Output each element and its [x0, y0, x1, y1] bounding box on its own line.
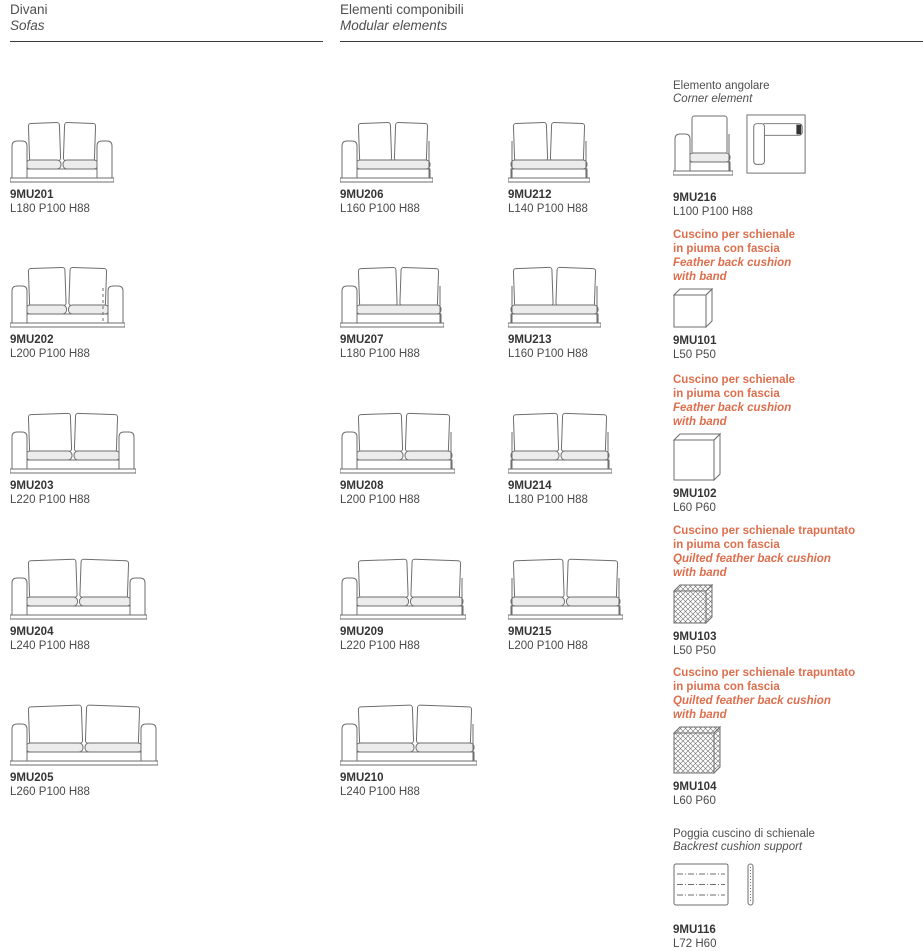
product-code: 9MU206 — [340, 189, 384, 201]
product-dimensions: L220 P100 H88 — [10, 494, 90, 506]
catalog-item-cushion — [673, 524, 921, 658]
corner-front-drawing — [673, 114, 733, 181]
sofa-drawing — [340, 406, 455, 474]
product-dimensions: L220 P100 H88 — [340, 640, 420, 652]
cushion-drawing — [673, 433, 921, 481]
catalog-item — [508, 260, 601, 361]
catalog-item — [508, 115, 590, 216]
product-dimensions: L50 P50 — [673, 645, 716, 657]
cushion-title-line1: Cuscino per schienale — [673, 229, 796, 241]
product-dimensions: L60 P60 — [673, 795, 716, 807]
product-code: 9MU103 — [673, 631, 717, 643]
product-code: 9MU202 — [10, 334, 54, 346]
catalog-item-cushion — [673, 373, 921, 515]
sofa-drawing — [10, 260, 125, 328]
accessory-title — [673, 80, 921, 106]
accessory-title — [673, 373, 921, 429]
sofa-drawing — [10, 698, 158, 766]
catalog-item — [340, 698, 477, 799]
product-code: 9MU205 — [10, 772, 54, 784]
product-code: 9MU116 — [673, 924, 716, 936]
cushion-title-line1: Cuscino per schienale trapuntato — [673, 525, 856, 537]
sofa-drawing — [340, 698, 477, 766]
section-title-italian: Divani — [10, 2, 48, 17]
product-code: 9MU215 — [508, 626, 552, 638]
cushion-title-line3: Feather back cushion — [673, 257, 792, 269]
cushion-title-line3: Quilted feather back cushion — [673, 695, 831, 707]
cushion-drawing — [673, 584, 921, 624]
product-dimensions: L100 P100 H88 — [673, 206, 753, 218]
accessory-title — [673, 828, 921, 854]
corner-top-view-drawing — [745, 114, 809, 181]
cushion-title-line4: with band — [673, 271, 727, 283]
product-dimensions: L140 P100 H88 — [508, 203, 588, 215]
corner-drawings — [673, 114, 921, 181]
cushion-title-line2: in piuma con fascia — [673, 681, 780, 693]
cushion-title-line2: in piuma con fascia — [673, 243, 780, 255]
product-code: 9MU213 — [508, 334, 552, 346]
catalog-item-cushion — [673, 666, 921, 808]
catalog-item — [10, 406, 136, 507]
sofa-drawing — [508, 406, 612, 474]
sofa-drawing — [10, 406, 136, 474]
product-dimensions: L50 P50 — [673, 349, 716, 361]
sofa-drawing — [508, 115, 590, 183]
accessory-title-english: Backrest cushion support — [673, 841, 803, 853]
product-code: 9MU101 — [673, 335, 717, 347]
cushion-title-line4: with band — [673, 416, 727, 428]
accessory-title-italian: Poggia cuscino di schienale — [673, 828, 815, 840]
product-code: 9MU214 — [508, 480, 552, 492]
catalog-item — [508, 552, 623, 653]
product-dimensions: L200 P100 H88 — [10, 348, 90, 360]
accessory-title — [673, 228, 921, 284]
cushion-title-line4: with band — [673, 709, 727, 721]
accessory-title — [673, 666, 921, 722]
sofa-drawing — [340, 115, 433, 183]
section-title-english: Sofas — [10, 18, 45, 33]
catalog-item-corner — [673, 80, 921, 219]
catalog-item — [340, 260, 444, 361]
product-code: 9MU201 — [10, 189, 54, 201]
product-code: 9MU104 — [673, 781, 717, 793]
product-dimensions: L72 H60 — [673, 938, 717, 950]
product-dimensions: L180 P100 H88 — [340, 348, 420, 360]
product-code: 9MU212 — [508, 189, 552, 201]
accessory-title — [673, 524, 921, 580]
cushion-title-line2: in piuma con fascia — [673, 539, 780, 551]
sofa-drawing — [508, 260, 601, 328]
product-code: 9MU209 — [340, 626, 384, 638]
section-header-sofas — [10, 2, 323, 42]
catalog-item — [10, 698, 158, 799]
catalog-item — [10, 115, 114, 216]
cushion-title-line1: Cuscino per schienale trapuntato — [673, 667, 856, 679]
product-dimensions: L160 P100 H88 — [508, 348, 588, 360]
catalog-item — [10, 260, 125, 361]
catalog-item — [340, 406, 455, 507]
cushion-title-line3: Quilted feather back cushion — [673, 553, 831, 565]
catalog-item-cushion — [673, 228, 921, 362]
sofa-drawing — [10, 552, 147, 620]
product-dimensions: L260 P100 H88 — [10, 786, 90, 798]
section-title-italian: Elementi componibili — [340, 2, 464, 17]
catalog-item — [508, 406, 612, 507]
product-dimensions: L180 P100 H88 — [10, 203, 90, 215]
sofa-drawing — [508, 552, 623, 620]
product-code: 9MU208 — [340, 480, 384, 492]
product-dimensions: L160 P100 H88 — [340, 203, 420, 215]
product-code: 9MU204 — [10, 626, 54, 638]
sofa-drawing — [340, 260, 444, 328]
cushion-title-line2: in piuma con fascia — [673, 388, 780, 400]
support-side-drawing — [745, 862, 757, 913]
product-dimensions: L240 P100 H88 — [340, 786, 420, 798]
cushion-title-line1: Cuscino per schienale — [673, 374, 796, 386]
catalog-item — [10, 552, 147, 653]
cushion-drawing — [673, 726, 921, 774]
catalog-item — [340, 552, 466, 653]
product-dimensions: L240 P100 H88 — [10, 640, 90, 652]
product-code: 9MU203 — [10, 480, 54, 492]
product-dimensions: L60 P60 — [673, 502, 716, 514]
product-code: 9MU102 — [673, 488, 717, 500]
support-front-drawing — [673, 862, 733, 913]
accessory-title-italian: Elemento angolare — [673, 80, 770, 92]
section-header-modular — [340, 2, 923, 42]
cushion-title-line4: with band — [673, 567, 727, 579]
product-code: 9MU216 — [673, 192, 717, 204]
support-drawings — [673, 862, 921, 913]
product-dimensions: L180 P100 H88 — [508, 494, 588, 506]
product-code: 9MU210 — [340, 772, 384, 784]
catalog-item — [340, 115, 433, 216]
catalog-item-support — [673, 828, 921, 951]
section-title-english: Modular elements — [340, 18, 448, 33]
product-dimensions: L200 P100 H88 — [508, 640, 588, 652]
cushion-drawing — [673, 288, 921, 328]
sofa-drawing — [10, 115, 114, 183]
cushion-title-line3: Feather back cushion — [673, 402, 792, 414]
product-dimensions: L200 P100 H88 — [340, 494, 420, 506]
sofa-drawing — [340, 552, 466, 620]
product-code: 9MU207 — [340, 334, 384, 346]
accessory-title-english: Corner element — [673, 93, 753, 105]
